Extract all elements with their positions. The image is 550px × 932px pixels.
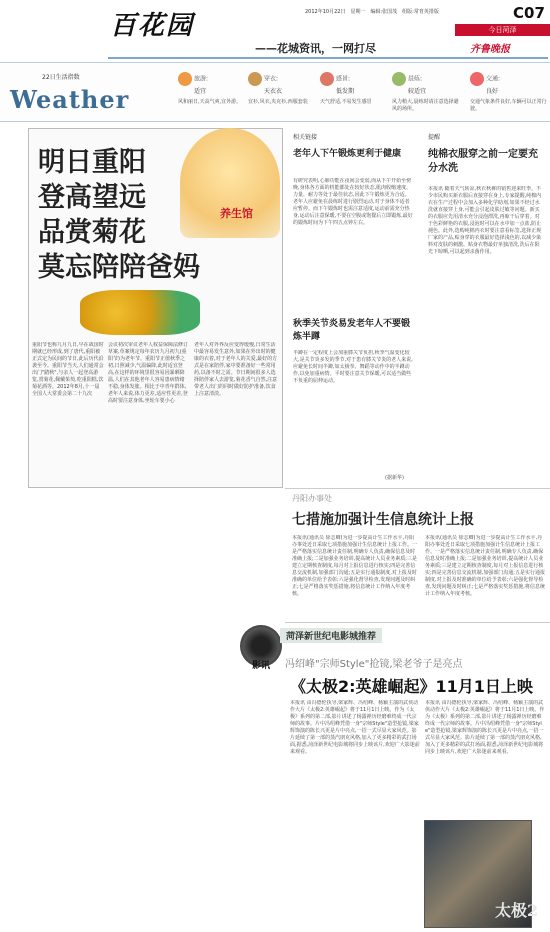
weather-item: 交通: 良好 交通气象条件良好,车辆可以正常行驶。 xyxy=(470,72,548,113)
planning-title: 七措施加强计生信息统计上报 xyxy=(292,512,474,528)
planning-col-1: 本报讯(通讯员 徐志卿)为进一步提高计生工作水平,丹阳办事处近日采取七项措施加强计生信息统计上报工作。一是严格落实信息统计责任制,明确专人负责,确保信息及时准确上报;二是加强业务培训,提高统计人员业务素质;三是建立定期核查制度,每月对上报信息进行核实;四是完善信息交流机制,加强部门沟通;五是实行通报制度,对上报及时准确的单位给予表彰;六是强化督导检查,发现问题及时纠正;七是严格落实奖惩措施,将信息统计工作纳入年度考核。 xyxy=(292,535,417,597)
health-body-2: 半蹲在一定程度上会加重膝关节负担,秋季气温变化较大,是关节炎多发的季节,对于患有膝关节炎的老人来说,应避免长时间半蹲,如太极拳、舞蹈等动作中的半蹲动作,以免加重病情。平时要注意关节保暖,可以适当做些不负重的屈伸运动。 xyxy=(293,350,413,384)
health-source: (据新华) xyxy=(385,475,404,481)
feature-headline: 明日重阳 登高望远 品赏菊花 莫忘陪陪爸妈 xyxy=(38,147,200,283)
planning-col-2: 本报讯(通讯员 徐志卿)为进一步提高计生工作水平,丹阳办事处近日采取七项措施加强计生信息统计上报工作。一是严格落实信息统计责任制,明确专人负责,确保信息及时准确上报;二是加强业务培训,提高统计人员业务素质;三是建立定期核查制度,每月对上报信息进行核实;四是完善信息交流机制,加强部门沟通;五是实行通报制度,对上报及时准确的单位给予表彰;六是强化督导检查,发现问题及时纠正;七是严格落实奖惩措施,将信息统计工作纳入年度考核。 xyxy=(425,535,545,597)
divider xyxy=(285,622,550,623)
coat-icon xyxy=(248,72,262,86)
health-tag: 相关链接 xyxy=(293,134,318,141)
section-slogan: ——花城资讯，一网打尽 xyxy=(255,42,376,55)
film-column-label: 影讯 xyxy=(252,661,271,671)
weather-item: 感冒: 低发期 天气舒适,不易发生感冒 xyxy=(320,72,390,106)
planning-tag: 丹阳办事处 xyxy=(292,494,332,503)
weather-label: Weather xyxy=(10,85,130,114)
feature-col-3: 老年人对外界反应变得缓慢,日常生活中最容易发生意外,如果在外出时的健康的衣着,对于老年人的关爱,最好的方式是在家陪伴,家中要准备好一些常用药,以备不时之需。节日期间很多人选择陪伴家人去游览,菊花香气自然,注意带老人出门的同时做好防护准备,饮食上注意清淡。 xyxy=(194,342,278,397)
sun-icon xyxy=(178,72,192,86)
edition-label: 今日菏泽 xyxy=(455,24,550,36)
column-logo: 养生馆 xyxy=(220,207,253,220)
medicine-icon xyxy=(320,72,334,86)
film-subtitle: 冯绍峰"宗师Style"抢镜,梁老爷子是亮点 xyxy=(285,659,463,670)
exercise-icon xyxy=(392,72,406,86)
traffic-icon xyxy=(470,72,484,86)
clothing-title: 纯棉衣服穿之前一定要充分水洗 xyxy=(428,149,538,174)
clothing-tag: 提醒 xyxy=(428,134,441,141)
divider xyxy=(285,488,550,489)
issue-meta: 2012年10月22日 星期一 编辑:张国茂 组版:常育英排版 xyxy=(305,9,439,15)
film-tag: 菏泽新世纪电影城推荐 xyxy=(280,628,382,643)
paper-name: 齐鲁晚报 xyxy=(470,44,510,55)
section-title: 百花园 xyxy=(110,11,195,41)
weather-item: 旅游: 适宜 风和丽日,天高气爽,宜外游。 xyxy=(178,72,248,106)
feature-col-1: 重阳节也称九月九日,早在战国时期就已经形成,到了唐代,重阳被正式定为民间的节日,此后历代沿袭至今。重阳节当天,人们通常会出门"踏秋",与亲人一起登高游览,赏菊花,佩戴茱萸,吃重阳糕,饮菊花酒等。2012年8月,十一届全国人大常委会第二十九次 xyxy=(32,342,104,397)
chrysanthemum-image xyxy=(80,290,200,335)
health-title-1: 老年人下午锻炼更利于健康 xyxy=(293,149,402,159)
poster-title: 太极2 xyxy=(495,901,539,920)
feature-col-2: 会议初次审议老年人权益保障法修订草案,草案规定每年农历九月初九(重阳节)为老年节。重阳节正值秋季之初,日照减少,气温偏降,此时适宜登高,在这样的环境里很容易因暴晒降温,人们在其他老年人容易患病情绪不稳,身体发胀。相比于中青年群体,老年人来说,体力更差,适应性更差,登高时要注意身体,坐轮车要小心 xyxy=(108,342,188,404)
health-title-2: 秋季关节炎易发老年人不要锻炼半蹲 xyxy=(293,319,411,342)
film-col-1: 本报讯 由冯德伦执导,梁家辉、冯绍峰、杨颖主演的武侠动作大片《太极2:英雄崛起》将于11月1日上映。作为《太极》系列的第二部,影片讲述了杨露禅历经磨难终成一代宗师的故事。片中冯绍峰凭借一身"宗师Style"造型抢镜,梁家辉饰演的陈长兴更是片中亮点,一招一式尽显大家风范。影片延续了第一部的蒸汽朋克风格,加入了更多精彩的武打场面,据悉,菏泽新世纪电影城将同步上映该片,欢迎广大影迷前来观看。 xyxy=(290,700,420,755)
clothing-body: 本报讯 随着天气转凉,秋衣秋裤的销售迎来旺季。不少市民购买新衣服后直接穿在身上,专家提醒,纯棉内衣在生产过程中会加入多种化学助剂,如果不经过水洗就直接穿上身,可能会引起皮肤过敏等问题。新买的衣服应先用清水充分浸泡漂洗,再晾干后穿着。对于色彩鲜艳的衣服,浸泡时可以在水中加一点盐,防止褪色。此外,选购纯棉内衣时要注意看标签,选择正规厂家的产品,贴身穿的衣服最好选择浅色的,以减少染料对皮肤的刺激。贴身衣物最好单独清洗,洗后在阳光下晾晒,可以起到杀菌作用。 xyxy=(428,186,542,255)
film-col-2: 本报讯 由冯德伦执导,梁家辉、冯绍峰、杨颖主演的武侠动作大片《太极2:英雄崛起》将于11月1日上映。作为《太极》系列的第二部,影片讲述了杨露禅历经磨难终成一代宗师的故事。片中冯绍峰凭借一身"宗师Style"造型抢镜,梁家辉饰演的陈长兴更是片中亮点,一招一式尽显大家风范。影片延续了第一部的蒸汽朋克风格,加入了更多精彩的武打场面,据悉,菏泽新世纪电影城将同步上映该片,欢迎广大影迷前来观看。 xyxy=(425,700,545,755)
weather-item: 晨练: 较适宜 风力稍大,晨练时请注意选择避风的场所。 xyxy=(392,72,462,113)
weather-date: 22日生活指数 xyxy=(42,74,80,81)
page-number: C07 xyxy=(513,4,545,22)
film-title: 《太极2:英雄崛起》11月1日上映 xyxy=(290,677,533,696)
weather-item: 穿衣: 天衣衣 宜衫,风衣,夹克衫,西服套装 xyxy=(248,72,318,106)
header-rule xyxy=(108,57,548,59)
health-body-1: 有研究表明,心肺功能在夜间会变弱,而从下午开始至傍晚,身体各方面的机能都处在较好状态,肌肉收缩速度、力量、耐力等处于最佳状态,因此下午锻炼更为合适。老年人应避免在晨练时进行剧烈运动,对于身体不适者应暂停。而下午锻炼时也需注意适度,运动前需充分热身,运动后注意保暖,不要在空腹或饱餐后立即锻炼,最好的锻炼时间为下午四五点钟左右。 xyxy=(293,178,413,226)
